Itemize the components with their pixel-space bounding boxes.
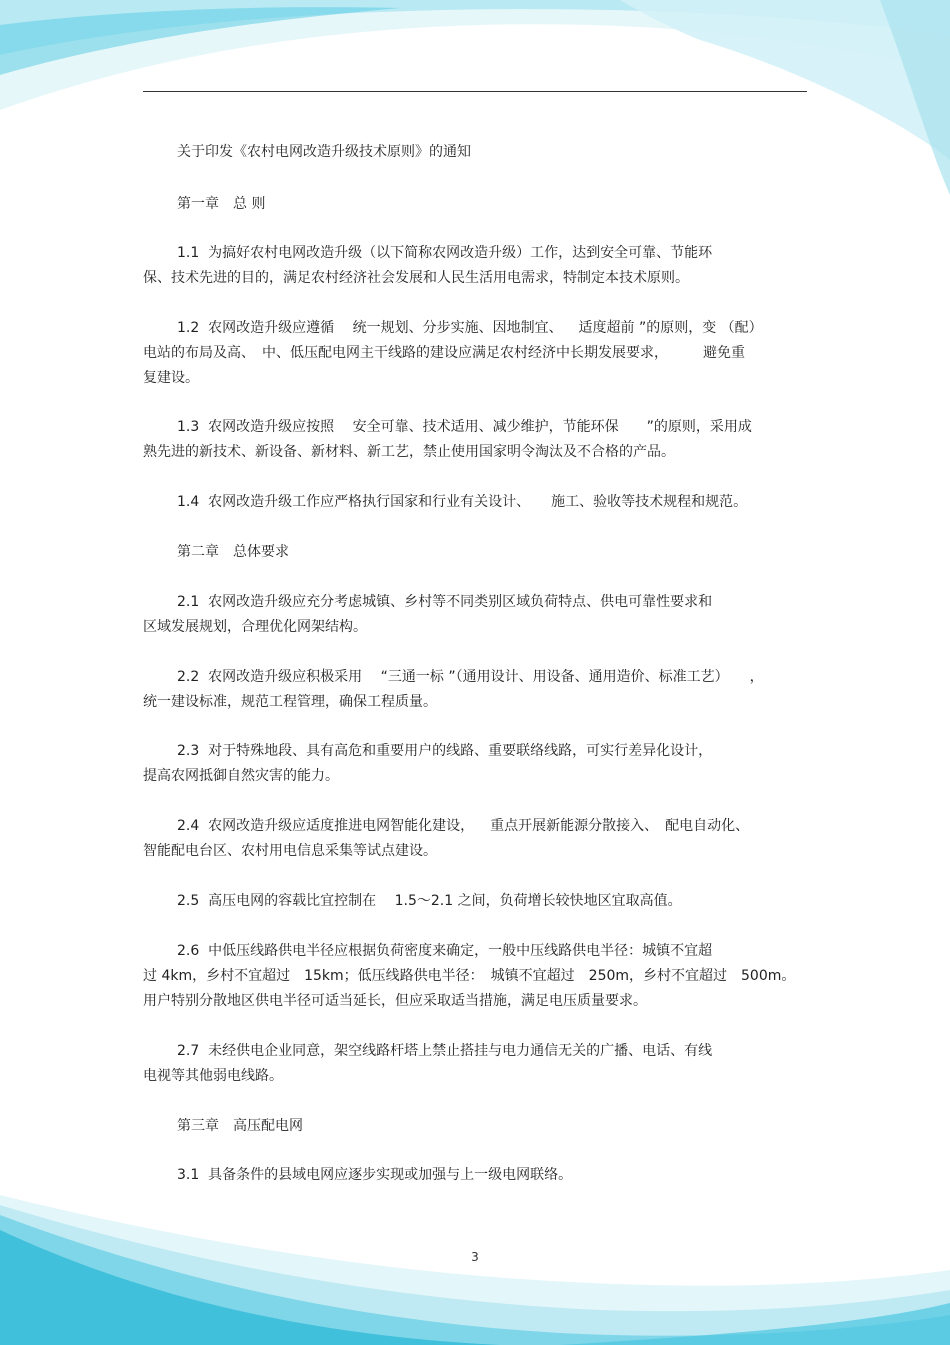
paragraph-line: 2.5 高压电网的容载比宜控制在 1.5～2.1 之间，负荷增长较快地区宜取高值。 [177, 893, 682, 909]
paragraph-line: 提高农网抵御自然灾害的能力。 [143, 768, 339, 784]
chapter-heading: 第二章 总体要求 [177, 544, 289, 560]
paragraph-line: 电站的布局及高、 中、低压配电网主干线路的建设应满足农村经济中长期发展要求， 避免重 [143, 345, 745, 361]
paragraph-line: 2.6 中低压线路供电半径应根据负荷密度来确定，一般中压线路供电半径：城镇不宜超 [177, 943, 713, 959]
paragraph-line: 保、技术先进的目的，满足农村经济社会发展和人民生活用电需求，特制定本技术原则。 [143, 270, 689, 286]
paragraph-line: 1.3 农网改造升级应按照 安全可靠、技术适用、减少维护，节能环保 ”的原则，采用成 [177, 419, 752, 435]
document-title: 关于印发《农村电网改造升级技术原则》的通知 [177, 144, 471, 160]
header-rule [143, 91, 807, 92]
paragraph-line: 2.3 对于特殊地段、具有高危和重要用户的线路、重要联络线路，可实行差异化设计， [177, 743, 713, 759]
paragraph-line: 用户特别分散地区供电半径可适当延长，但应采取适当措施，满足电压质量要求。 [143, 993, 647, 1009]
paragraph-line: 智能配电台区、农村用电信息采集等试点建设。 [143, 843, 437, 859]
paragraph-line: 统一建设标准，规范工程管理，确保工程质量。 [143, 694, 437, 710]
page-number: 3 [471, 1250, 479, 1264]
paragraph-line: 熟先进的新技术、新设备、新材料、新工艺，禁止使用国家明令淘汰及不合格的产品。 [143, 444, 675, 460]
paragraph-line: 2.2 农网改造升级应积极采用 “三通一标 ”（通用设计、用设备、通用造价、标准工艺） ， [177, 669, 764, 685]
paragraph-line: 区域发展规划，合理优化网架结构。 [143, 619, 367, 635]
paragraph-line: 2.4 农网改造升级应适度推进电网智能化建设， 重点开展新能源分散接入、 配电自动化、 [177, 818, 750, 834]
paragraph-line: 1.1 为搞好农村电网改造升级（以下简称农网改造升级）工作，达到安全可靠、节能环 [177, 245, 713, 261]
paragraph-line: 电视等其他弱电线路。 [143, 1068, 283, 1084]
paragraph-line: 1.2 农网改造升级应遵循 统一规划、分步实施、因地制宜、 适度超前 ”的原则，变 （配） [177, 320, 763, 336]
paragraph-line: 1.4 农网改造升级工作应严格执行国家和行业有关设计、 施工、验收等技术规程和规范。 [177, 494, 748, 510]
paragraph-line: 2.7 未经供电企业同意，架空线路杆塔上禁止搭挂与电力通信无关的广播、电话、有线 [177, 1043, 713, 1059]
paragraph-line: 2.1 农网改造升级应充分考虑城镇、乡村等不同类别区域负荷特点、供电可靠性要求和 [177, 594, 713, 610]
footer-wave-decoration [0, 1185, 950, 1345]
paragraph-line: 3.1 具备条件的县域电网应逐步实现或加强与上一级电网联络。 [177, 1167, 573, 1183]
paragraph-line: 复建设。 [143, 370, 199, 386]
chapter-heading: 第三章 高压配电网 [177, 1118, 303, 1134]
paragraph-line: 过 4km，乡村不宜超过 15km；低压线路供电半径： 城镇不宜超过 250m，乡村不宜超过 500m。 [143, 968, 796, 984]
header-wave-decoration [0, 0, 950, 200]
chapter-heading: 第一章 总 则 [177, 196, 266, 212]
